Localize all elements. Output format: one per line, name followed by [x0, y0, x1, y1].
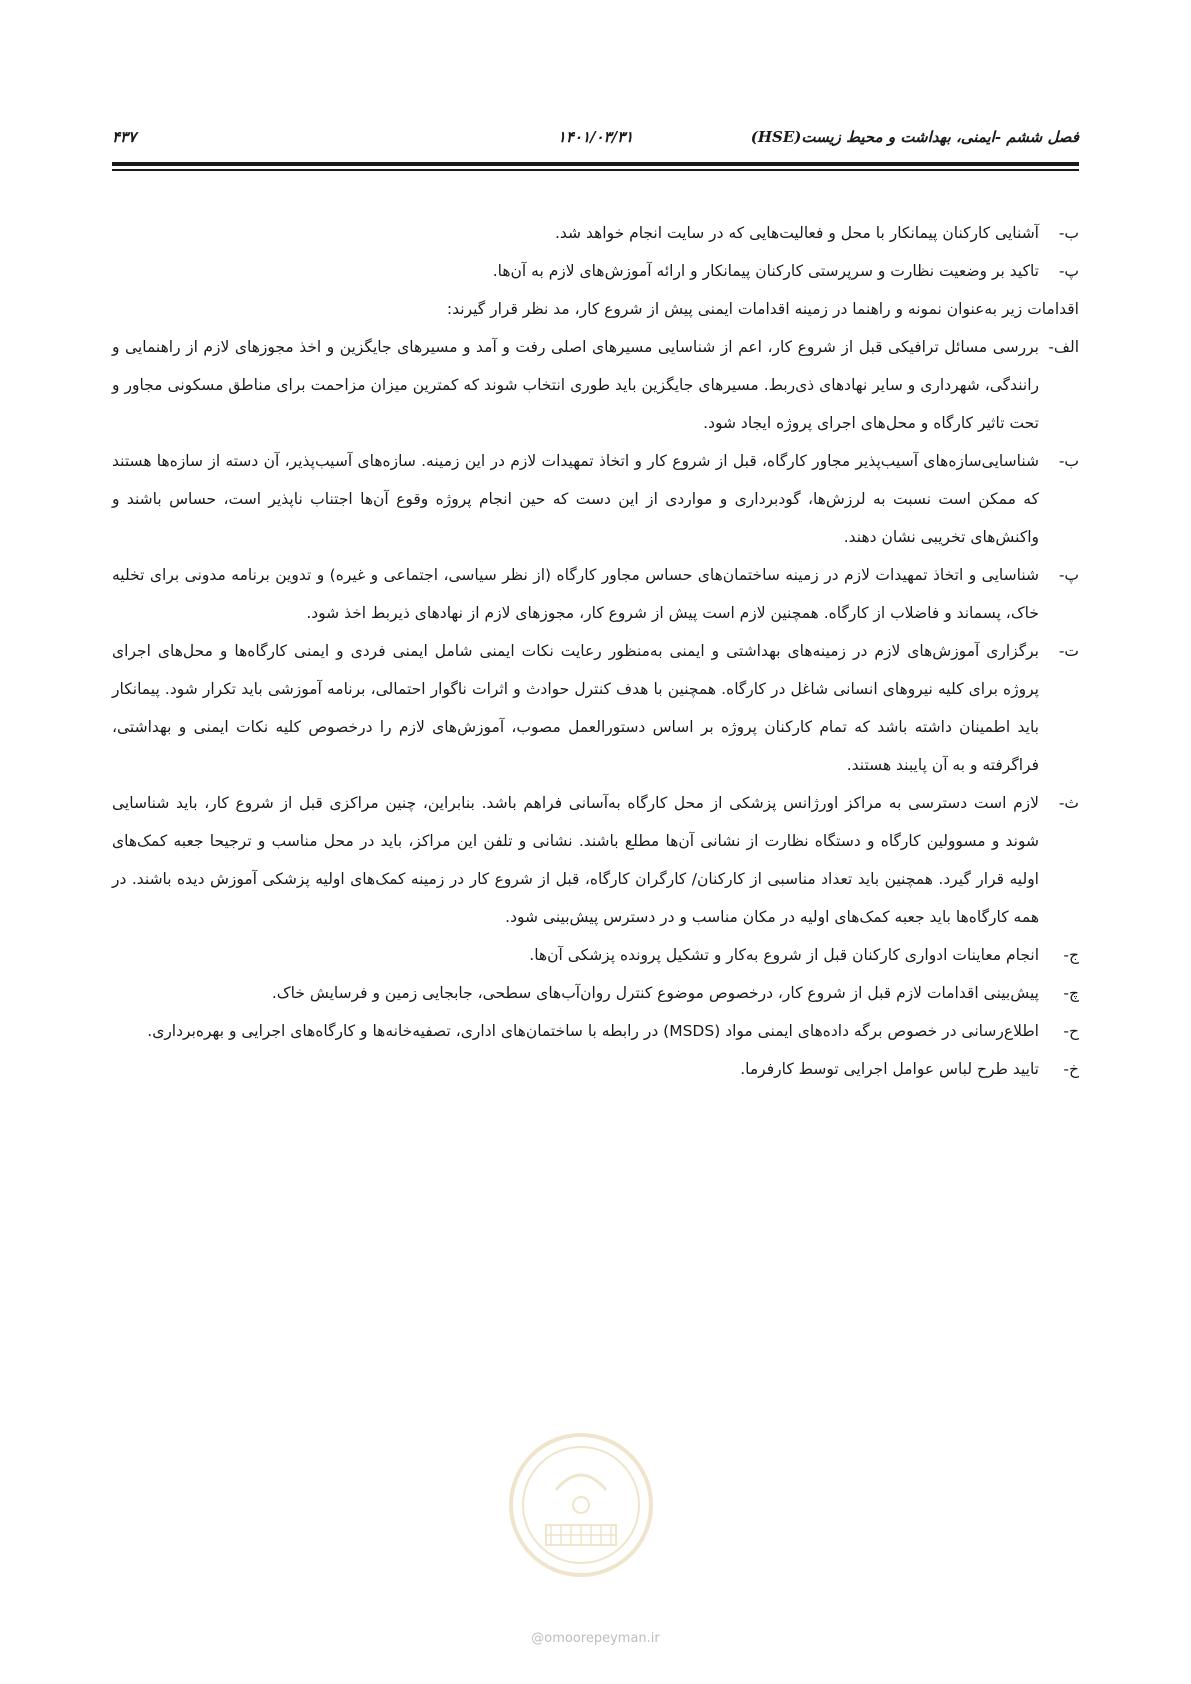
list-marker: ب- [1058, 452, 1079, 470]
list-item-text: اطلاع‌رسانی در خصوص برگه داده‌های ایمنی مواد (MSDS) در رابطه با ساختمان‌های اداری، تصفیه‌خانه‌ها و کارگاه‌های اجرایی و بهره‌برداری. [147, 1022, 1039, 1040]
list-item [112, 556, 1079, 632]
list-marker: پ- [1058, 566, 1079, 584]
header-rule-thin [112, 169, 1079, 171]
list-marker: الف- [1048, 338, 1079, 356]
list-marker: چ- [1063, 984, 1079, 1002]
list-item-text: بررسی مسائل ترافیکی قبل از شروع کار، اعم از شناسایی مسیرهای اصلی رفت و آمد و مسیرهای جایگزین و اخذ مجوزهای لازم از راهنمایی و رانندگی، شهرداری و سایر نهادهای ذی‌ربط. مسیرهای جایگزین باید طوری انتخاب شوند که کمترین میزان مزاحمت برای مناطق مسکونی مجاور و تحت تاثیر کارگاه و محل‌های اجرای پروژه ایجاد شود. [112, 338, 1039, 432]
list-item [112, 974, 1079, 1012]
list-item-text: آشنایی کارکنان پیمانکار با محل و فعالیت‌هایی که در سایت انجام خواهد شد. [554, 224, 1039, 242]
list-marker: ب- [1058, 224, 1079, 242]
list-item [112, 442, 1079, 556]
page-header [112, 128, 1079, 156]
list-item-text: شناسایی‌سازه‌های آسیب‌پذیر مجاور کارگاه، قبل از شروع کار و اتخاذ تمهیدات لازم در این زمینه. سازه‌های آسیب‌پذیر، آن دسته از سازه‌ها هستند که ممکن است نسبت به لرزش‌ها، گودبرداری و مواردی از این دست که حین انجام پروژه وقوع آن‌ها اجتناب ناپذیر است، حساس باشند و واکنش‌های تخریبی نشان دهند. [112, 452, 1039, 546]
list-marker: ث- [1058, 794, 1079, 812]
list-item-text: شناسایی و اتخاذ تمهیدات لازم در زمینه ساختمان‌های حساس مجاور کارگاه (از نظر سیاسی، اجتماعی و غیره) و تدوین برنامه مدونی برای تخلیه خاک، پسماند و فاضلاب از کارگاه. همچنین لازم است پیش از شروع کار، مجوزهای لازم از نهادهای ذیربط اخذ شود. [112, 566, 1039, 622]
list-item [112, 1012, 1079, 1050]
header-rule-thick [112, 162, 1079, 166]
watermark-logo-icon [506, 1430, 656, 1580]
list-marker: خ- [1063, 1060, 1079, 1078]
list-marker: ح- [1063, 1022, 1079, 1040]
list-item [112, 328, 1079, 442]
list-item-text: تایید طرح لباس عوامل اجرایی توسط کارفرما. [740, 1060, 1039, 1078]
list-item [112, 214, 1079, 252]
list-item [112, 252, 1079, 290]
header-date: ۱۴۰۱/۰۳/۳۱ [557, 128, 634, 146]
document-body [112, 214, 1079, 1088]
list-item [112, 1050, 1079, 1088]
intro-paragraph: اقدامات زیر به‌عنوان نمونه و راهنما در زمینه اقدامات ایمنی پیش از شروع کار، مد نظر قرار گیرند: [446, 300, 1079, 318]
list-marker: ج- [1063, 946, 1079, 964]
list-item-text: انجام معاینات ادواری کارکنان قبل از شروع به‌کار و تشکیل پرونده پزشکی آن‌ها. [529, 946, 1039, 964]
list-marker: پ- [1058, 262, 1079, 280]
list-item [112, 632, 1079, 784]
list-item-text: لازم است دسترسی به مراکز اورژانس پزشکی از محل کارگاه به‌آسانی فراهم باشد. بنابراین، چنین مراکزی قبل از شروع کار، باید شناسایی شوند و مسوولین کارگاه و دستگاه نظارت از نشانی آن‌ها مطلع باشند. نشانی و تلفن این مراکز، باید در محل مناسب و ترجیحا جعبه کمک‌های اولیه قرار گیرد. همچنین باید تعداد مناسبی از کارکنان/ کارگران کارگاه، قبل از شروع کار در زمینه کمک‌های اولیه پزشکی آموزش دیده باشند. در همه کارگاه‌ها باید جعبه کمک‌های اولیه در مکان مناسب و در دسترس پیش‌بینی شود. [112, 794, 1039, 926]
list-marker: ت- [1058, 642, 1079, 660]
list-item [112, 784, 1079, 936]
list-item [112, 936, 1079, 974]
chapter-title: فصل ششم -ایمنی، بهداشت و محیط زیست(HSE) [750, 128, 1079, 146]
list-item-text: پیش‌بینی اقدامات لازم قبل از شروع کار، درخصوص موضوع کنترل روان‌آب‌های سطحی، جابجایی زمین و فرسایش خاک. [271, 984, 1039, 1002]
page-number: ۴۳۷ [112, 128, 137, 146]
list-item-text: تاکید بر وضعیت نظارت و سرپرستی کارکنان پیمانکار و ارائه آموزش‌های لازم به آن‌ها. [492, 262, 1039, 280]
list-item-text: برگزاری آموزش‌های لازم در زمینه‌های بهداشتی و ایمنی به‌منظور رعایت نکات ایمنی شامل ایمنی فردی و ایمنی کارگاه‌ها و محل‌های اجرای پروژه برای کلیه نیروهای انسانی شاغل در کارگاه. همچنین با هدف کنترل حوادث و اثرات ناگوار احتمالی، برنامه آموزشی باید تکرار شود. پیمانکار باید اطمینان داشته باشد که تمام کارکنان پروژه بر اساس دستورالعمل مصوب، آموزش‌های لازم را درخصوص کلیه نکات ایمنی و بهداشتی، فراگرفته و به آن پایبند هستند. [112, 642, 1039, 774]
footer-website: @omoorepeyman.ir [531, 1631, 660, 1646]
